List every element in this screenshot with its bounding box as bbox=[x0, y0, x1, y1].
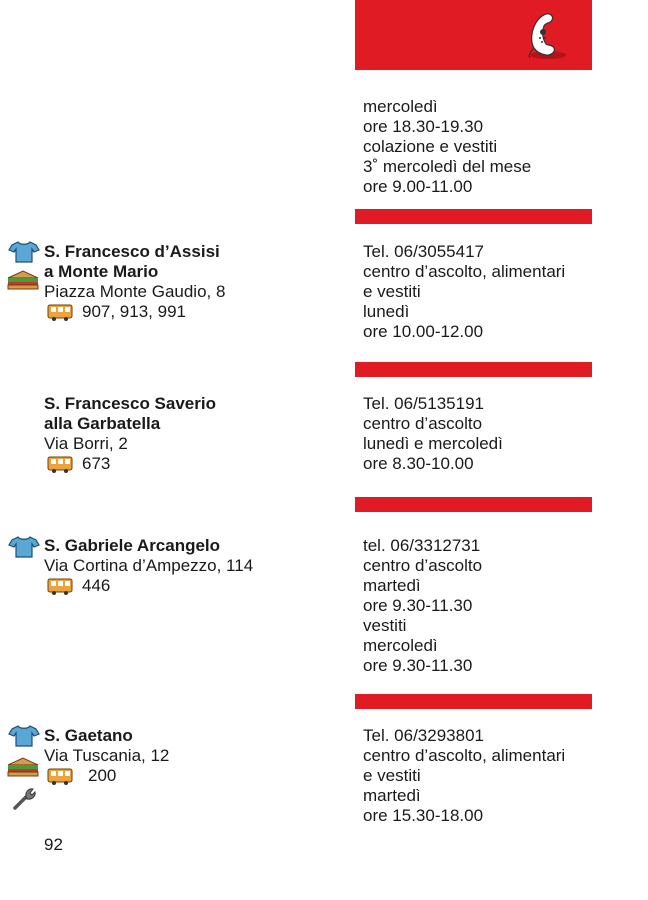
info-line: Tel. 06/3293801 bbox=[363, 726, 484, 745]
parish-name: S. Gabriele Arcangelo bbox=[44, 536, 221, 555]
tshirt-icon bbox=[8, 536, 40, 558]
info-line: Tel. 06/3055417 bbox=[363, 242, 484, 261]
info-line: 3˚ mercoledì del mese bbox=[363, 157, 532, 176]
info-line: mercoledì bbox=[363, 636, 438, 655]
parish-address: Piazza Monte Gaudio, 8 bbox=[44, 282, 226, 301]
bus-lines bbox=[44, 454, 344, 474]
bus-numbers: 446 bbox=[82, 576, 111, 595]
info-line: centro d’ascolto bbox=[363, 414, 483, 433]
info-line: ore 8.30-10.00 bbox=[363, 454, 474, 473]
info-line: ore 9.30-11.30 bbox=[363, 596, 473, 615]
parish-info-list bbox=[363, 242, 623, 342]
wrench-icon bbox=[11, 786, 37, 812]
info-line: martedì bbox=[363, 786, 421, 805]
parish-info-list bbox=[363, 536, 623, 676]
parish-entry bbox=[44, 394, 344, 474]
parish-entry bbox=[44, 242, 344, 322]
info-line: centro d’ascolto, alimentari bbox=[363, 746, 566, 765]
section-divider bbox=[355, 497, 592, 512]
info-line: e vestiti bbox=[363, 766, 421, 785]
info-line: lunedì bbox=[363, 302, 410, 321]
sandwich-icon bbox=[5, 268, 41, 292]
parish-name: a Monte Mario bbox=[44, 262, 159, 281]
bus-numbers: 200 bbox=[88, 766, 117, 785]
parish-entry bbox=[44, 536, 344, 596]
tshirt-icon bbox=[8, 725, 40, 747]
parish-info-list bbox=[363, 726, 623, 826]
bus-lines bbox=[44, 576, 344, 596]
sandwich-icon bbox=[5, 755, 41, 779]
parish-name: alla Garbatella bbox=[44, 414, 161, 433]
info-line: centro d’ascolto bbox=[363, 556, 483, 575]
info-line: ore 9.00-11.00 bbox=[363, 177, 473, 196]
bus-icon bbox=[47, 303, 73, 321]
bus-icon bbox=[47, 577, 73, 595]
info-line: lunedì e mercoledì bbox=[363, 434, 503, 453]
top-info-list bbox=[363, 97, 623, 197]
info-line: ore 9.30-11.30 bbox=[363, 656, 473, 675]
bus-numbers: 673 bbox=[82, 454, 111, 473]
bus-numbers: 907, 913, 991 bbox=[82, 302, 186, 321]
bus-icon bbox=[47, 455, 73, 473]
parish-info-list bbox=[363, 394, 623, 474]
parish-address: Via Borri, 2 bbox=[44, 434, 128, 453]
section-divider bbox=[355, 362, 592, 377]
section-divider bbox=[355, 694, 592, 709]
parish-name: S. Gaetano bbox=[44, 726, 133, 745]
parish-address: Via Tuscania, 12 bbox=[44, 746, 170, 765]
bus-icon bbox=[47, 767, 73, 785]
info-line: ore 18.30-19.30 bbox=[363, 117, 484, 136]
info-line: colazione e vestiti bbox=[363, 137, 498, 156]
parish-name: S. Francesco Saverio bbox=[44, 394, 216, 413]
telephone-icon bbox=[520, 8, 572, 64]
info-line: e vestiti bbox=[363, 282, 421, 301]
page-number: 92 bbox=[44, 835, 63, 854]
info-line: ore 10.00-12.00 bbox=[363, 322, 484, 341]
tshirt-icon bbox=[8, 241, 40, 263]
info-line: martedì bbox=[363, 576, 421, 595]
parish-name: S. Francesco d’Assisi bbox=[44, 242, 220, 261]
info-line: vestiti bbox=[363, 616, 407, 635]
info-line: ore 15.30-18.00 bbox=[363, 806, 484, 825]
parish-entry bbox=[44, 726, 344, 786]
parish-address: Via Cortina d’Ampezzo, 114 bbox=[44, 556, 254, 575]
info-line: Tel. 06/5135191 bbox=[363, 394, 484, 413]
info-line: centro d’ascolto, alimentari bbox=[363, 262, 566, 281]
section-divider bbox=[355, 209, 592, 224]
bus-lines bbox=[44, 766, 344, 786]
info-line: tel. 06/3312731 bbox=[363, 536, 481, 555]
info-line: mercoledì bbox=[363, 97, 438, 116]
bus-lines bbox=[44, 302, 344, 322]
phone-header-block bbox=[355, 0, 592, 70]
